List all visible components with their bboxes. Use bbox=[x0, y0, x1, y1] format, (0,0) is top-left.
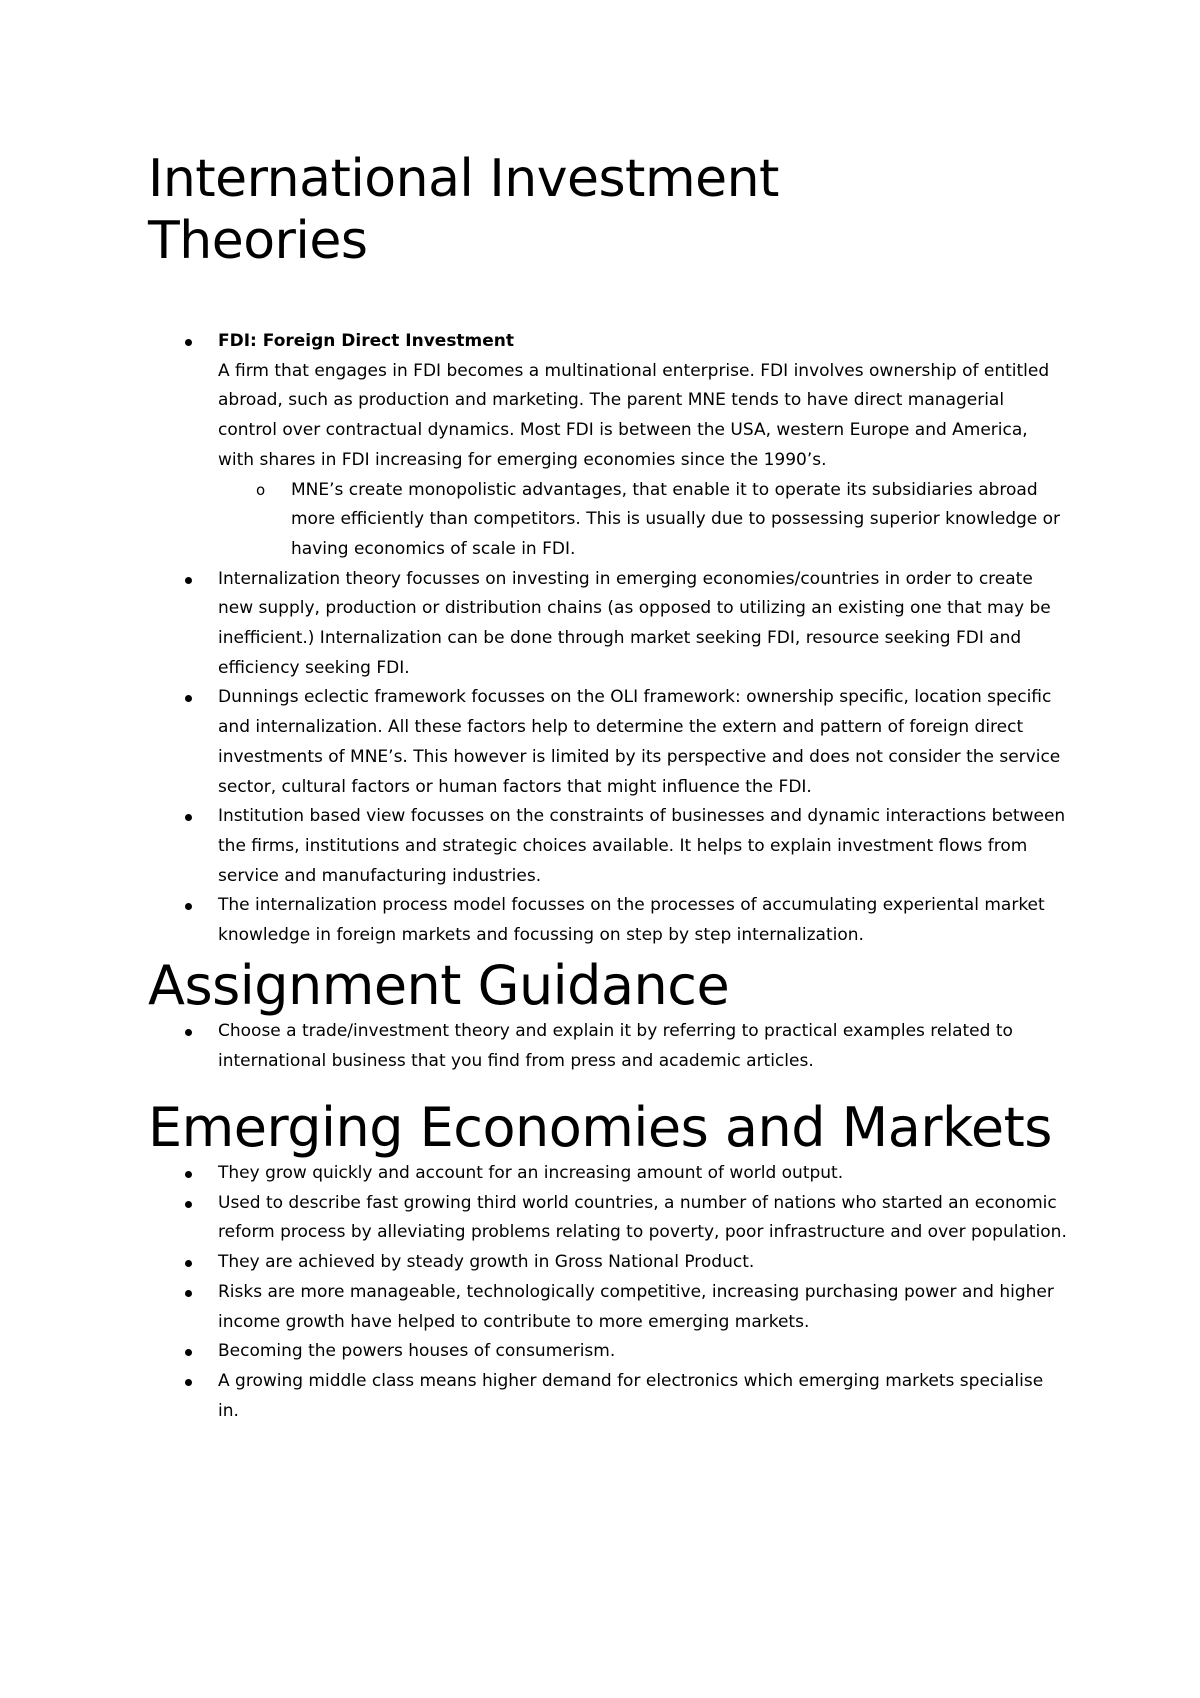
list-item: Choose a trade/investment theory and explain it by referring to practical examples related to international business that you find from press and academic articles. bbox=[148, 1017, 1068, 1076]
heading-international-investment-theories: International Investment Theories bbox=[148, 149, 779, 271]
theories-list bbox=[148, 327, 1068, 951]
section-investment-theories bbox=[148, 327, 1068, 951]
emerging-list bbox=[148, 1159, 1068, 1426]
list-item-fdi bbox=[148, 327, 1068, 565]
sublist-item: o MNE’s create monopolistic advantages, that enable it to operate its subsidiaries abroad more efficiently than competitors. This is usually due to possessing superior knowledge or having economics of scale in FDI. bbox=[218, 476, 1068, 565]
list-item: Internalization theory focusses on investing in emerging economies/countries in order to create new supply, production or distribution chains (as opposed to utilizing an existing one that may be inefficient.) Internalization can be done through market seeking FDI, resource seeking FDI and efficiency seeking FDI. bbox=[148, 565, 1068, 684]
heading-assignment-guidance: Assignment Guidance bbox=[148, 954, 730, 1017]
list-item: Risks are more manageable, technologically competitive, increasing purchasing power and higher income growth have helped to contribute to more emerging markets. bbox=[148, 1278, 1068, 1337]
list-item: A growing middle class means higher demand for electronics which emerging markets specialise in. bbox=[148, 1367, 1068, 1426]
section-emerging-economies bbox=[148, 1097, 1068, 1426]
guidance-list bbox=[148, 1017, 1068, 1076]
section-assignment-guidance bbox=[148, 955, 1068, 1076]
list-item: Becoming the powers houses of consumerism. bbox=[148, 1337, 1068, 1367]
fdi-sublist bbox=[218, 476, 1068, 565]
list-item: Institution based view focusses on the constraints of businesses and dynamic interactions between the firms, institutions and strategic choices available. It helps to explain investment flows from service and manufacturing industries. bbox=[148, 802, 1068, 891]
heading-emerging-economies: Emerging Economies and Markets bbox=[148, 1096, 1052, 1159]
list-item: Used to describe fast growing third world countries, a number of nations who started an economic reform process by alleviating problems relating to poverty, poor infrastructure and over population. bbox=[148, 1189, 1068, 1248]
fdi-body: A firm that engages in FDI becomes a multinational enterprise. FDI involves ownership of entitled abroad, such as production and marketing. The parent MNE tends to have direct managerial control over contractual dynamics. Most FDI is between the USA, western Europe and America, with shares in FDI increasing for emerging economies since the 1990’s. bbox=[218, 360, 1050, 470]
list-item: Dunnings eclectic framework focusses on the OLI framework: ownership specific, location specific and internalization. All these factors help to determine the extern and pattern of foreign direct investments of MNE’s. This however is limited by its perspective and does not consider the service sector, cultural factors or human factors that might influence the FDI. bbox=[148, 683, 1068, 802]
list-item: They are achieved by steady growth in Gross National Product. bbox=[148, 1248, 1068, 1278]
list-item: The internalization process model focusses on the processes of accumulating experiental market knowledge in foreign markets and focussing on step by step internalization. bbox=[148, 891, 1068, 950]
list-item: They grow quickly and account for an increasing amount of world output. bbox=[148, 1159, 1068, 1189]
fdi-title: FDI: Foreign Direct Investment bbox=[218, 331, 515, 351]
